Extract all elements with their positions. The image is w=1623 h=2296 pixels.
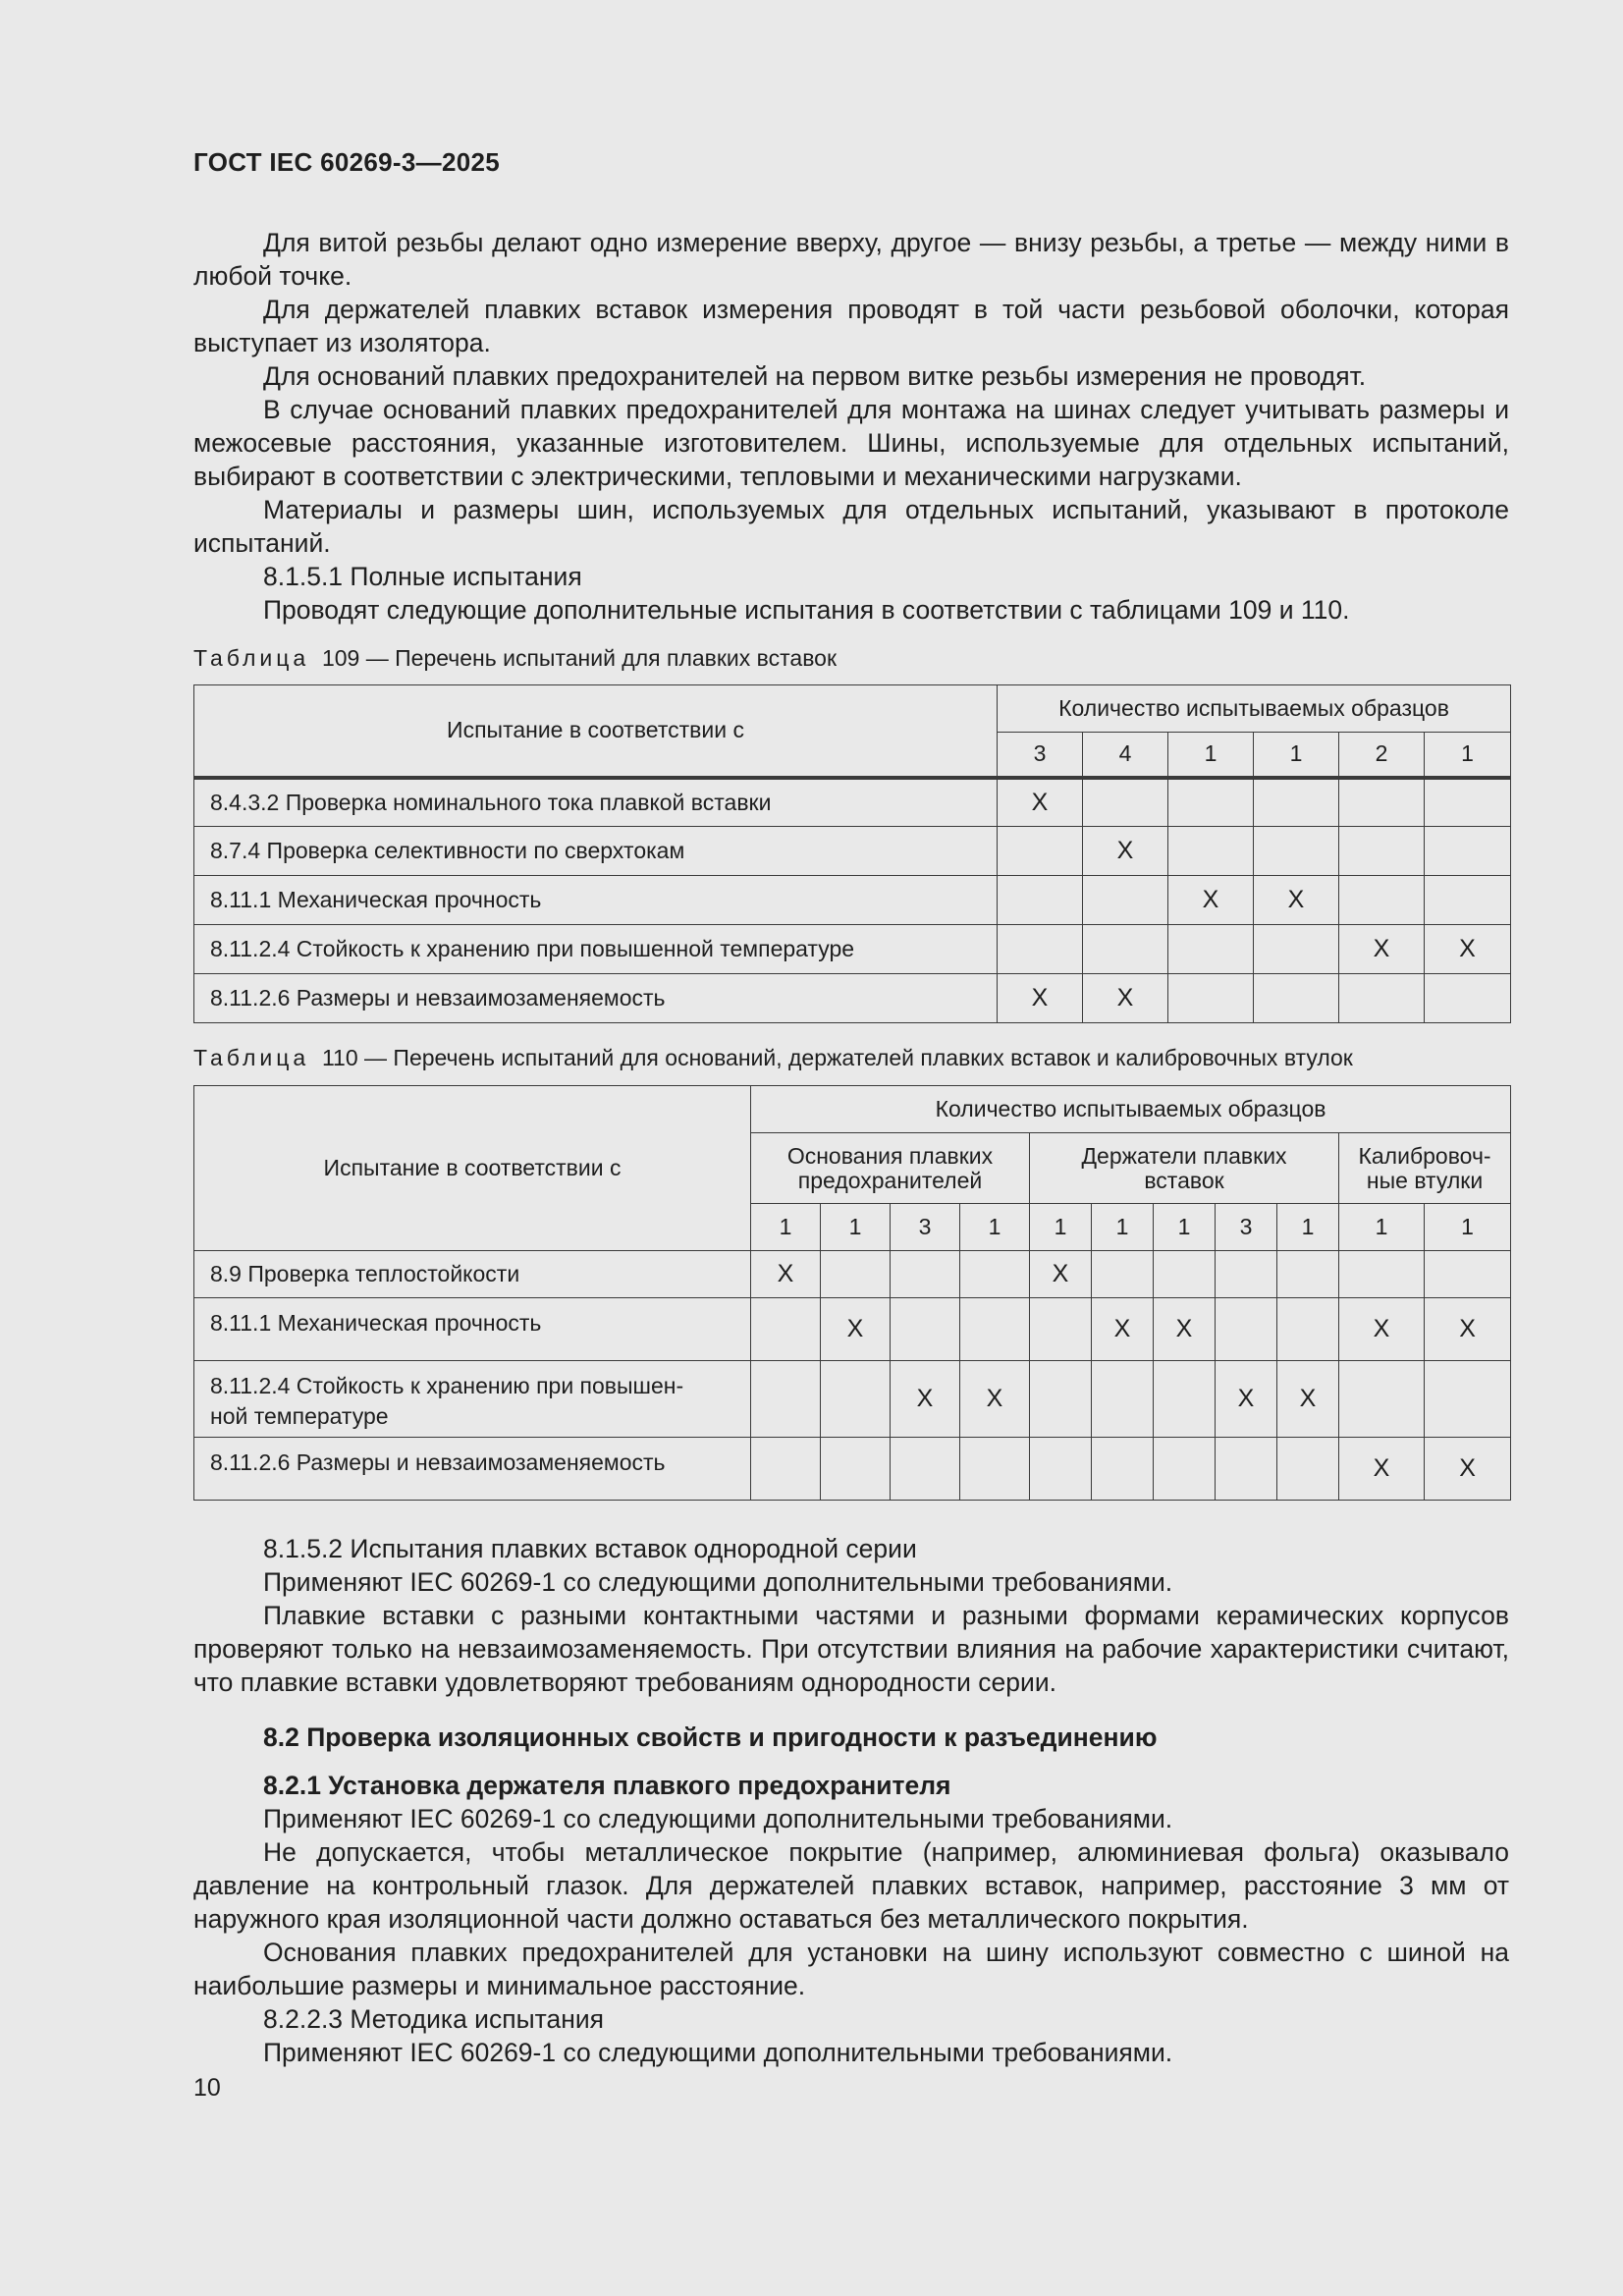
paragraph: Применяют IEC 60269-1 со следующими дополнительными требованиями.	[263, 1804, 1173, 1833]
group-header: Количество испытываемых образцов	[998, 685, 1511, 733]
mark-cell	[1339, 1251, 1425, 1298]
mark-cell: X	[1425, 1298, 1511, 1361]
clause-heading: 8.1.5.2 Испытания плавких вставок однородной серии	[263, 1534, 917, 1563]
mark-cell	[891, 1298, 960, 1361]
test-label	[194, 1251, 751, 1298]
subsection-heading: 8.2.1 Установка держателя плавкого предохранителя	[263, 1771, 951, 1800]
clause-heading: 8.1.5.1 Полные испытания	[263, 562, 582, 591]
mark-cell	[1092, 1438, 1154, 1501]
mark-cell	[998, 876, 1083, 925]
mark-cell: X	[1168, 876, 1254, 925]
mark-cell	[1277, 1438, 1339, 1501]
mark-cell: X	[1425, 1438, 1511, 1501]
label-line: 8.11.2.4 Стойкость к хранению при повышен-	[210, 1373, 684, 1398]
mark-cell	[1030, 1361, 1092, 1438]
mark-cell: X	[1216, 1361, 1277, 1438]
sample-count: 1	[960, 1204, 1030, 1251]
sample-count: 4	[1083, 733, 1168, 778]
standard-header: ГОСТ IEC 60269-3—2025	[193, 147, 500, 177]
mark-cell	[1092, 1251, 1154, 1298]
sample-count: 1	[1254, 733, 1339, 778]
subgroup-line: ные втулки	[1366, 1167, 1484, 1193]
caption-text: 110 — Перечень испытаний для оснований, держателей плавких вставок и калибровочных втулок	[321, 1045, 1353, 1070]
paragraph: В случае оснований плавких предохранителей для монтажа на шинах следует учитывать размеры и межосевые расстояния, указанные изготовителем. Шины, используемые для отдельных испытаний, выбирают в соответствии с электрическими, тепловыми и механическими нагрузками.	[193, 395, 1509, 491]
mark-cell	[1030, 1438, 1092, 1501]
mark-cell	[1277, 1298, 1339, 1361]
table110-caption	[193, 1045, 1353, 1071]
mark-cell	[1425, 876, 1511, 925]
test-label: 8.7.4 Проверка селективности по сверхтокам	[194, 827, 998, 876]
mark-cell	[891, 1438, 960, 1501]
mark-cell: X	[1254, 876, 1339, 925]
mark-cell: X	[1083, 974, 1168, 1023]
mark-cell: X	[1277, 1361, 1339, 1438]
group-header: Количество испытываемых образцов	[751, 1086, 1511, 1133]
subgroup-line: предохранителей	[797, 1167, 983, 1193]
mark-cell	[1168, 974, 1254, 1023]
mark-cell	[751, 1438, 821, 1501]
mark-cell	[751, 1361, 821, 1438]
mark-cell: X	[1339, 925, 1425, 974]
mark-cell	[821, 1251, 891, 1298]
mark-cell: X	[891, 1361, 960, 1438]
mark-cell	[1254, 827, 1339, 876]
table-row	[194, 1251, 1511, 1298]
mark-cell: X	[821, 1298, 891, 1361]
sample-count: 3	[891, 1204, 960, 1251]
mark-cell	[960, 1251, 1030, 1298]
mark-cell: X	[751, 1251, 821, 1298]
mark-cell	[1083, 925, 1168, 974]
sample-count: 1	[1154, 1204, 1216, 1251]
label-line: ной температуре	[210, 1403, 389, 1429]
table-109	[193, 684, 1511, 1023]
test-label	[194, 1438, 751, 1501]
sample-count: 3	[998, 733, 1083, 778]
mark-cell	[1083, 778, 1168, 827]
label-line: 8.9 Проверка теплостойкости	[210, 1261, 520, 1286]
mark-cell	[1030, 1298, 1092, 1361]
page-number: 10	[193, 2074, 221, 2102]
subgroup-header	[1030, 1133, 1339, 1204]
table-word: Таблица	[193, 645, 310, 671]
table-row	[194, 1298, 1511, 1361]
subgroup-line: вставок	[1144, 1167, 1224, 1193]
sample-count: 3	[1216, 1204, 1277, 1251]
mark-cell	[1092, 1361, 1154, 1438]
paragraph: Применяют IEC 60269-1 со следующими дополнительными требованиями.	[263, 2038, 1173, 2067]
mark-cell: X	[998, 974, 1083, 1023]
subgroup-header	[751, 1133, 1030, 1204]
mark-cell	[1154, 1438, 1216, 1501]
table-row	[194, 1361, 1511, 1438]
paragraph: Плавкие вставки с разными контактными частями и разными формами керамических корпусов проверяют только на невзаимозаменяемость. При отсутствии влияния на рабочие характеристики считают, что плавкие вставки удовлетворяют требованиям однородности серии.	[193, 1601, 1509, 1697]
test-label: 8.11.2.4 Стойкость к хранению при повышенной температуре	[194, 925, 998, 974]
test-label: 8.11.2.6 Размеры и невзаимозаменяемость	[194, 974, 998, 1023]
subgroup-header	[1339, 1133, 1511, 1204]
mark-cell	[1254, 974, 1339, 1023]
sample-count: 1	[1425, 1204, 1511, 1251]
mark-cell	[960, 1438, 1030, 1501]
mark-cell	[821, 1438, 891, 1501]
paragraph: Основания плавких предохранителей для установки на шину используют совместно с шиной на наибольшие размеры и минимальное расстояние.	[193, 1938, 1509, 2000]
paragraph: Для держателей плавких вставок измерения проводят в той части резьбовой оболочки, которая выступает из изолятора.	[193, 295, 1509, 357]
table-row	[194, 1438, 1511, 1501]
clause-heading: 8.2.2.3 Методика испытания	[263, 2004, 604, 2034]
mark-cell	[1154, 1251, 1216, 1298]
column-header: Испытание в соответствии с	[194, 685, 998, 778]
mark-cell: X	[1339, 1438, 1425, 1501]
paragraph: Материалы и размеры шин, используемых для отдельных испытаний, указывают в протоколе испытаний.	[193, 495, 1509, 558]
mark-cell	[1254, 925, 1339, 974]
sample-count: 1	[1339, 1204, 1425, 1251]
section-8-2	[193, 1721, 1509, 1754]
mark-cell	[1083, 876, 1168, 925]
mark-cell	[998, 925, 1083, 974]
paragraph: Не допускается, чтобы металлическое покрытие (например, алюминиевая фольга) оказывало давление на контрольный глазок. Для держателей плавких вставок, например, расстояние 3 мм от наружного края изоляционной части должно оставаться без металлического покрытия.	[193, 1837, 1509, 1934]
paragraph: Для оснований плавких предохранителей на первом витке резьбы измерения не проводят.	[263, 361, 1367, 391]
table-word: Таблица	[193, 1045, 310, 1070]
mark-cell	[1339, 1361, 1425, 1438]
mark-cell	[1168, 827, 1254, 876]
mark-cell	[1216, 1438, 1277, 1501]
mark-cell: X	[1425, 925, 1511, 974]
mark-cell	[1425, 827, 1511, 876]
sample-count: 1	[1425, 733, 1511, 778]
test-label	[194, 1361, 751, 1438]
paragraph: Проводят следующие дополнительные испытания в соответствии с таблицами 109 и 110.	[263, 595, 1350, 625]
mark-cell: X	[1154, 1298, 1216, 1361]
section-heading: 8.2 Проверка изоляционных свойств и пригодности к разъединению	[263, 1722, 1158, 1752]
sample-count: 1	[1168, 733, 1254, 778]
sample-count: 1	[1030, 1204, 1092, 1251]
mark-cell	[751, 1298, 821, 1361]
table-row	[194, 974, 1511, 1023]
mark-cell	[891, 1251, 960, 1298]
mark-cell	[1425, 1251, 1511, 1298]
caption-text: 109 — Перечень испытаний для плавких вставок	[321, 645, 838, 671]
mark-cell: X	[960, 1361, 1030, 1438]
sample-count: 2	[1339, 733, 1425, 778]
mark-cell	[821, 1361, 891, 1438]
mark-cell	[1425, 1361, 1511, 1438]
section-8-2-1	[193, 1769, 1509, 2069]
mark-cell	[1339, 778, 1425, 827]
mark-cell: X	[1030, 1251, 1092, 1298]
column-header: Испытание в соответствии с	[194, 1086, 751, 1251]
sample-count: 1	[751, 1204, 821, 1251]
table-row	[194, 827, 1511, 876]
paragraph: Для витой резьбы делают одно измерение вверху, другое — внизу резьбы, а третье — между ними в любой точке.	[193, 228, 1509, 291]
mark-cell	[1339, 876, 1425, 925]
label-line: 8.11.1 Механическая прочность	[210, 1310, 542, 1336]
mark-cell	[1425, 974, 1511, 1023]
mark-cell	[1425, 778, 1511, 827]
subgroup-line: Держатели плавких	[1081, 1142, 1287, 1169]
table-row	[194, 778, 1511, 827]
mark-cell	[998, 827, 1083, 876]
mark-cell	[1154, 1361, 1216, 1438]
table-110	[193, 1085, 1511, 1501]
mark-cell	[1339, 974, 1425, 1023]
mark-cell	[1216, 1251, 1277, 1298]
section-8-1-5-2	[193, 1532, 1509, 1699]
table-row	[194, 876, 1511, 925]
test-label: 8.11.1 Механическая прочность	[194, 876, 998, 925]
intro-text	[193, 226, 1509, 627]
test-label	[194, 1298, 751, 1361]
mark-cell: X	[998, 778, 1083, 827]
subgroup-line: Основания плавких	[786, 1142, 994, 1169]
sample-count: 1	[821, 1204, 891, 1251]
paragraph: Применяют IEC 60269-1 со следующими дополнительными требованиями.	[263, 1567, 1173, 1597]
test-label: 8.4.3.2 Проверка номинального тока плавкой вставки	[194, 778, 998, 827]
mark-cell	[1339, 827, 1425, 876]
label-line: 8.11.2.6 Размеры и невзаимозаменяемость	[210, 1449, 666, 1475]
mark-cell	[1277, 1251, 1339, 1298]
subgroup-line: Калибровоч-	[1358, 1142, 1491, 1169]
mark-cell	[1216, 1298, 1277, 1361]
sample-count: 1	[1277, 1204, 1339, 1251]
mark-cell: X	[1083, 827, 1168, 876]
mark-cell	[1168, 778, 1254, 827]
table-row	[194, 925, 1511, 974]
table109-caption	[193, 645, 837, 672]
mark-cell: X	[1092, 1298, 1154, 1361]
mark-cell	[1254, 778, 1339, 827]
mark-cell: X	[1339, 1298, 1425, 1361]
mark-cell	[960, 1298, 1030, 1361]
mark-cell	[1168, 925, 1254, 974]
sample-count: 1	[1092, 1204, 1154, 1251]
